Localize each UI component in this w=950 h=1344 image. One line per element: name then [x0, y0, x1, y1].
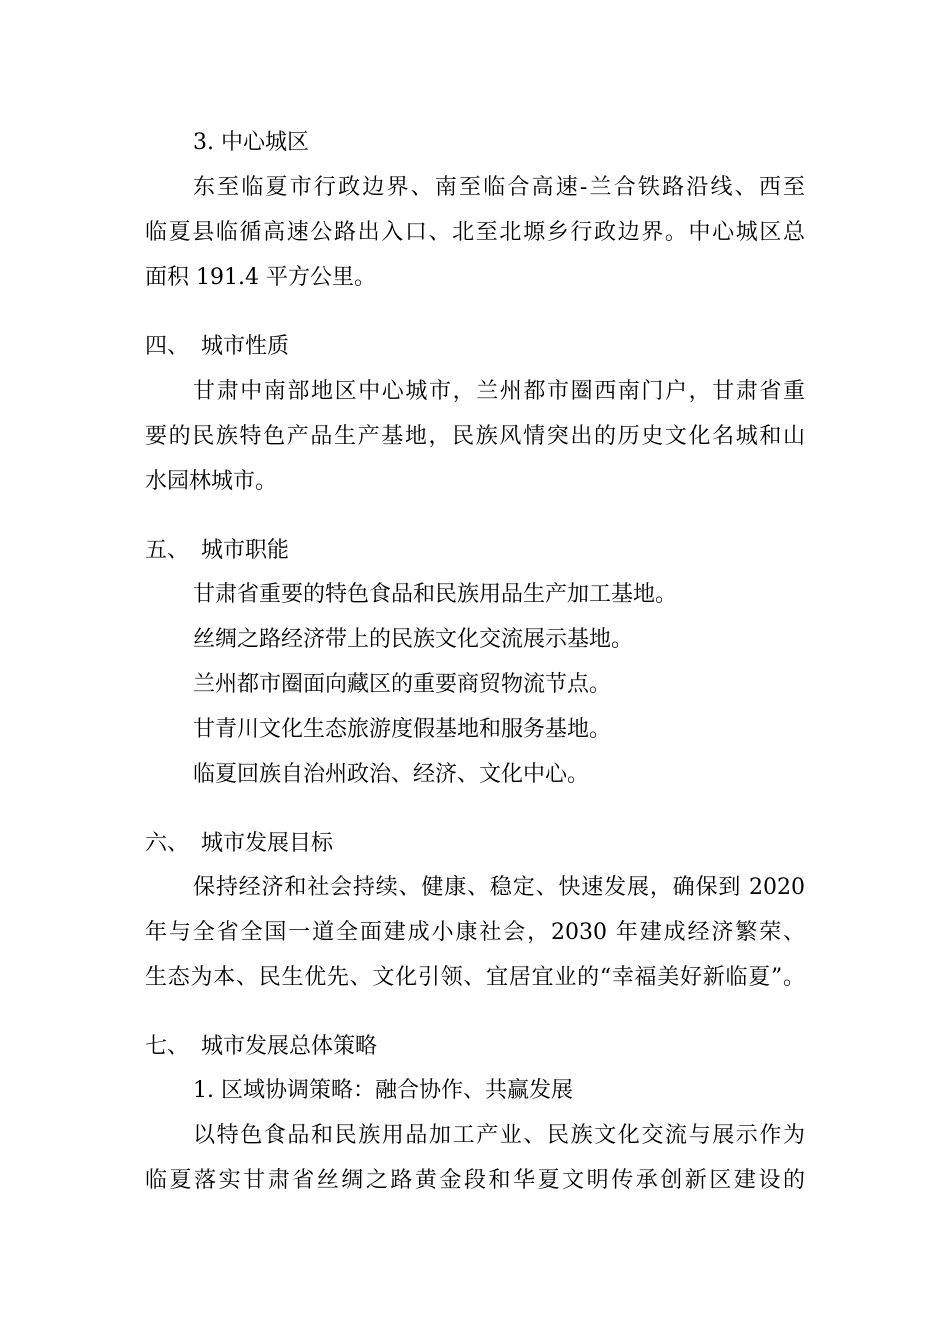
- list-item: 甘青川文化生态旅游度假基地和服务基地。: [193, 717, 612, 742]
- section-heading-city-functions: [145, 536, 289, 566]
- paragraph-line: 临夏县临循高速公路出入口、北至北塬乡行政边界。中心城区总: [145, 220, 805, 245]
- paragraph-line: 年与全省全国一道全面建成小康社会，2030 年建成经济繁荣、: [145, 920, 805, 945]
- list-item: 甘肃省重要的特色食品和民族用品生产加工基地。: [193, 582, 678, 607]
- paragraph-line: 临夏落实甘肃省丝绸之路黄金段和华夏文明传承创新区建设的: [145, 1168, 805, 1193]
- section-title: 城市职能: [201, 538, 290, 563]
- paragraph-line: 甘肃中南部地区中心城市，兰州都市圈西南门户，甘肃省重: [193, 379, 805, 404]
- section-heading-city-nature: [145, 332, 289, 362]
- section-heading-development-goals: [145, 829, 333, 859]
- paragraph-line: 要的民族特色产品生产基地，民族风情突出的历史文化名城和山: [145, 424, 805, 449]
- paragraph-line: 面积 191.4 平方公里。: [145, 265, 376, 290]
- paragraph-line: 保持经济和社会持续、健康、稳定、快速发展，确保到 2020: [193, 875, 805, 900]
- subsection-title-central-district: 3. 中心城区: [193, 130, 309, 155]
- section-title: 城市性质: [201, 334, 290, 359]
- subsection-title-regional-coordination: 1. 区域协调策略：融合协作、共赢发展: [193, 1078, 573, 1103]
- paragraph-line: 生态为本、民生优先、文化引领、宜居宜业的“幸福美好新临夏”。: [145, 965, 805, 990]
- section-number: 四、: [145, 334, 190, 359]
- section-number: 六、: [145, 831, 190, 856]
- section-number: 五、: [145, 538, 190, 563]
- section-title: 城市发展总体策略: [201, 1034, 378, 1059]
- paragraph-line: 东至临夏市行政边界、南至临合高速-兰合铁路沿线、西至: [193, 175, 805, 200]
- section-title: 城市发展目标: [201, 831, 334, 856]
- paragraph-line: 以特色食品和民族用品加工产业、民族文化交流与展示作为: [193, 1123, 805, 1148]
- list-item: 兰州都市圈面向藏区的重要商贸物流节点。: [193, 672, 612, 697]
- paragraph-line: 水园林城市。: [145, 469, 278, 494]
- list-item: 临夏回族自治州政治、经济、文化中心。: [193, 762, 590, 787]
- section-number: 七、: [145, 1034, 190, 1059]
- section-heading-overall-strategy: [145, 1032, 377, 1062]
- list-item: 丝绸之路经济带上的民族文化交流展示基地。: [193, 627, 634, 652]
